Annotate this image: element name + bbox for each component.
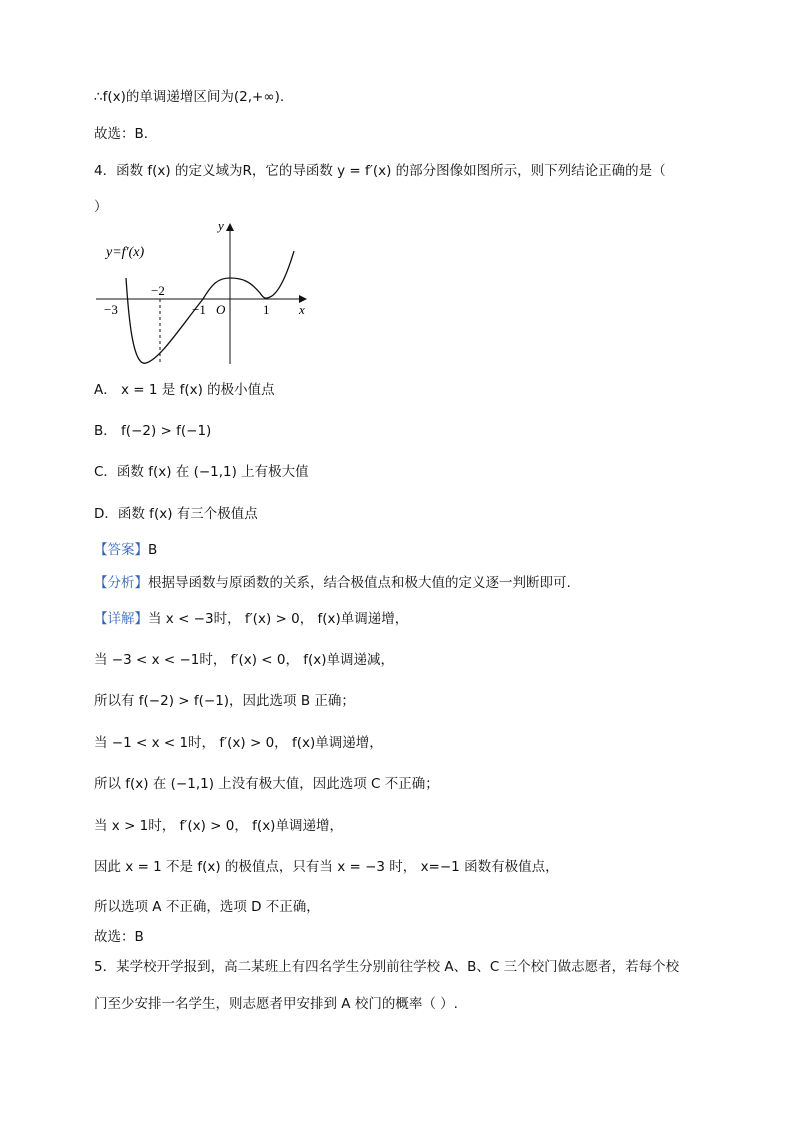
answer-line	[94, 540, 157, 560]
question-5-line-1: 5．某学校开学报到，高二某班上有四名学生分别前往学校 A、B、C 三个校门做志愿者，若每个校	[94, 959, 680, 975]
x-axis-label: x	[299, 302, 305, 317]
analysis-line	[94, 573, 571, 593]
detail-line-1	[94, 609, 408, 629]
tick-1: 1	[263, 302, 270, 317]
origin-label: O	[216, 302, 226, 317]
question-4-stem-end: ）	[94, 199, 108, 215]
line-choose-b-1: 故选：B．	[94, 126, 158, 142]
answer-value: B	[148, 542, 158, 558]
analysis-tag: 【分析】	[94, 575, 148, 591]
option-c: C．函数 f(x) 在 (−1,1) 上有极大值	[94, 464, 309, 480]
tick-minus-3: −3	[104, 302, 118, 317]
answer-tag: 【答案】	[94, 542, 148, 558]
detail-line-9: 故选：B	[94, 929, 144, 945]
line-increasing-interval: ∴f(x)的单调递增区间为(2,+∞).	[94, 89, 285, 105]
option-a: A． x = 1 是 f(x) 的极小值点	[94, 382, 275, 398]
detail-line-4: 当 −1 < x < 1时， f′(x) > 0， f(x)单调递增，	[94, 735, 383, 751]
detail-line-8: 所以选项 A 不正确，选项 D 不正确，	[94, 899, 320, 915]
detail-line-3: 所以有 f(−2) > f(−1)，因此选项 B 正确；	[94, 693, 355, 709]
option-b: B． f(−2) > f(−1)	[94, 423, 212, 439]
detail-line-7: 因此 x = 1 不是 f(x) 的极值点，只有当 x = −3 时， x=−1 函数有极值点，	[94, 859, 559, 875]
tick-minus-1: −1	[192, 302, 206, 317]
detail-line-6: 当 x > 1时， f′(x) > 0， f(x)单调递增，	[94, 818, 343, 834]
y-axis-label: y	[218, 218, 224, 233]
detail-text-1: 当 x < −3时， f′(x) > 0， f(x)单调递增，	[148, 611, 409, 627]
derivative-graph	[94, 218, 324, 370]
detail-line-2: 当 −3 < x < −1时， f′(x) < 0， f(x)单调递减，	[94, 652, 395, 668]
option-d: D．函数 f(x) 有三个极值点	[94, 506, 258, 522]
analysis-text: 根据导函数与原函数的关系，结合极值点和极大值的定义逐一判断即可.	[148, 575, 571, 591]
detail-line-5: 所以 f(x) 在 (−1,1) 上没有极大值，因此选项 C 不正确；	[94, 776, 439, 792]
detail-tag: 【详解】	[94, 611, 148, 627]
question-4-stem: 4．函数 f(x) 的定义域为R，它的导函数 y = f′(x) 的部分图像如图所示，则下列结论正确的是（	[94, 163, 666, 179]
question-5-line-2: 门至少安排一名学生，则志愿者甲安排到 A 校门的概率（ ）.	[94, 996, 458, 1012]
curve-label: y=f′(x)	[106, 245, 145, 260]
tick-minus-2: −2	[151, 283, 165, 298]
